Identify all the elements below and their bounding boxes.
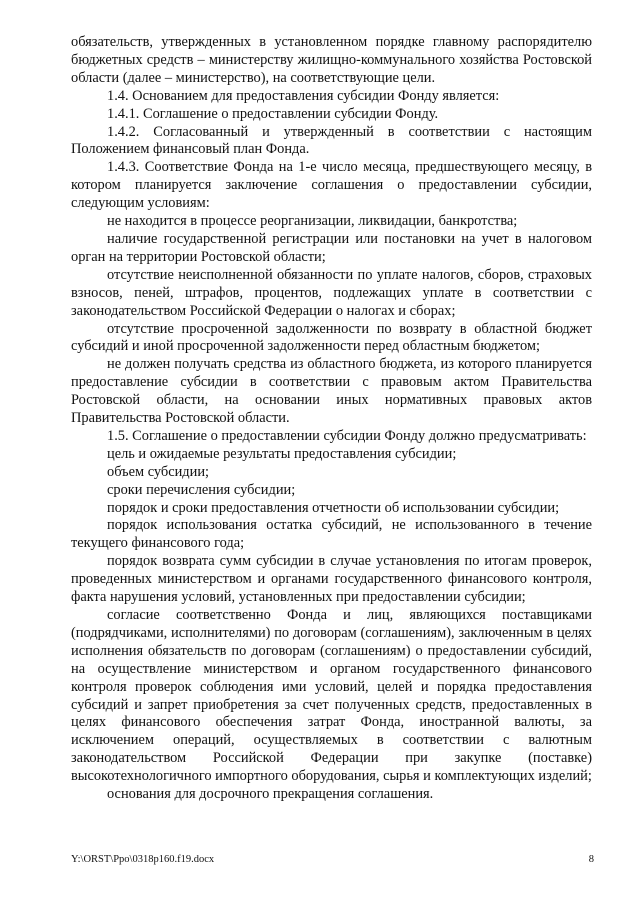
condition-item: наличие государственной регистрации или постановки на учет в налоговом орган на территории Ростовской области; [71, 230, 592, 265]
agreement-item: объем субсидии; [107, 463, 210, 480]
agreement-item: порядок и сроки предоставления отчетности об использовании субсидии; [107, 499, 560, 516]
paragraph-1-4-2: 1.4.2. Согласованный и утвержденный в соответствии с настоящим Положением финансовый план Фонда. [71, 123, 592, 158]
agreement-item: порядок использования остатка субсидий, не использованного в течение текущего финансового года; [71, 517, 592, 552]
paragraph-1-4-3: 1.4.3. Соответствие Фонда на 1-е число месяца, предшествующего месяцу, в котором планируется заключение соглашения о предоставлении субсидии, следующим условиям: [71, 159, 592, 212]
condition-item: не должен получать средства из областного бюджета, из которого планируется предоставление субсидии в соответствии с правовым актом Правительства Ростовской области, на основании иных нормативных правовых актов Правительства Ростовской области. [71, 356, 592, 427]
paragraph-1-5: 1.5. Соглашение о предоставлении субсидии Фонду должно предусматривать: [107, 427, 587, 444]
agreement-item: цель и ожидаемые результаты предоставления субсидии; [107, 445, 457, 462]
agreement-item: основания для досрочного прекращения соглашения. [107, 786, 434, 803]
condition-item: отсутствие неисполненной обязанности по уплате налогов, сборов, страховых взносов, пеней, штрафов, процентов, подлежащих уплате в соответствии с законодательством Российской Федерации о налогах и сборах; [71, 266, 592, 319]
agreement-item: порядок возврата сумм субсидии в случае установления по итогам проверок, проведенных министерством и органами государственного финансового контроля, факта нарушения условий, установленных при предоставлении субсидии; [71, 553, 592, 606]
paragraph-1-4: 1.4. Основанием для предоставления субсидии Фонду является: [107, 87, 500, 104]
footer-file-path: Y:\ORST\Ppo\0318p160.f19.docx [71, 854, 215, 865]
document-body [71, 34, 592, 804]
paragraph-continuation: обязательств, утвержденных в установленном порядке главному распорядителю бюджетных средств – министерству жилищно-коммунального хозяйства Ростовской области (далее – министерство), на соответствующие цели. [71, 34, 592, 86]
page-number: 8 [588, 854, 594, 865]
condition-item: отсутствие просроченной задолженности по возврату в областной бюджет субсидий и иной просроченной задолженности перед областным бюджетом; [71, 320, 592, 355]
paragraph-1-4-1: 1.4.1. Соглашение о предоставлении субсидии Фонду. [107, 105, 439, 122]
agreement-item: сроки перечисления субсидии; [107, 481, 296, 498]
agreement-item: согласие соответственно Фонда и лиц, являющихся поставщиками (подрядчиками, исполнителями) по договорам (соглашениям), заключенным в целях исполнения обязательств по договорам (соглашениям) о предоставлении субсидий, на осуществление министерством и органом государственного финансового контроля проверок соблюдения ими условий, целей и порядка предоставления субсидий и запрет приобретения за счет полученных средств, предоставленных в целях финансового обеспечения затрат Фонда, иностранной валюты, за исключением операций, осуществляемых в соответствии с валютным законодательством Российской Федерации при закупке (поставке) высокотехнологичного импортного оборудования, сырья и комплектующих изделий; [71, 607, 592, 785]
condition-item: не находится в процессе реорганизации, ликвидации, банкротства; [107, 213, 518, 230]
